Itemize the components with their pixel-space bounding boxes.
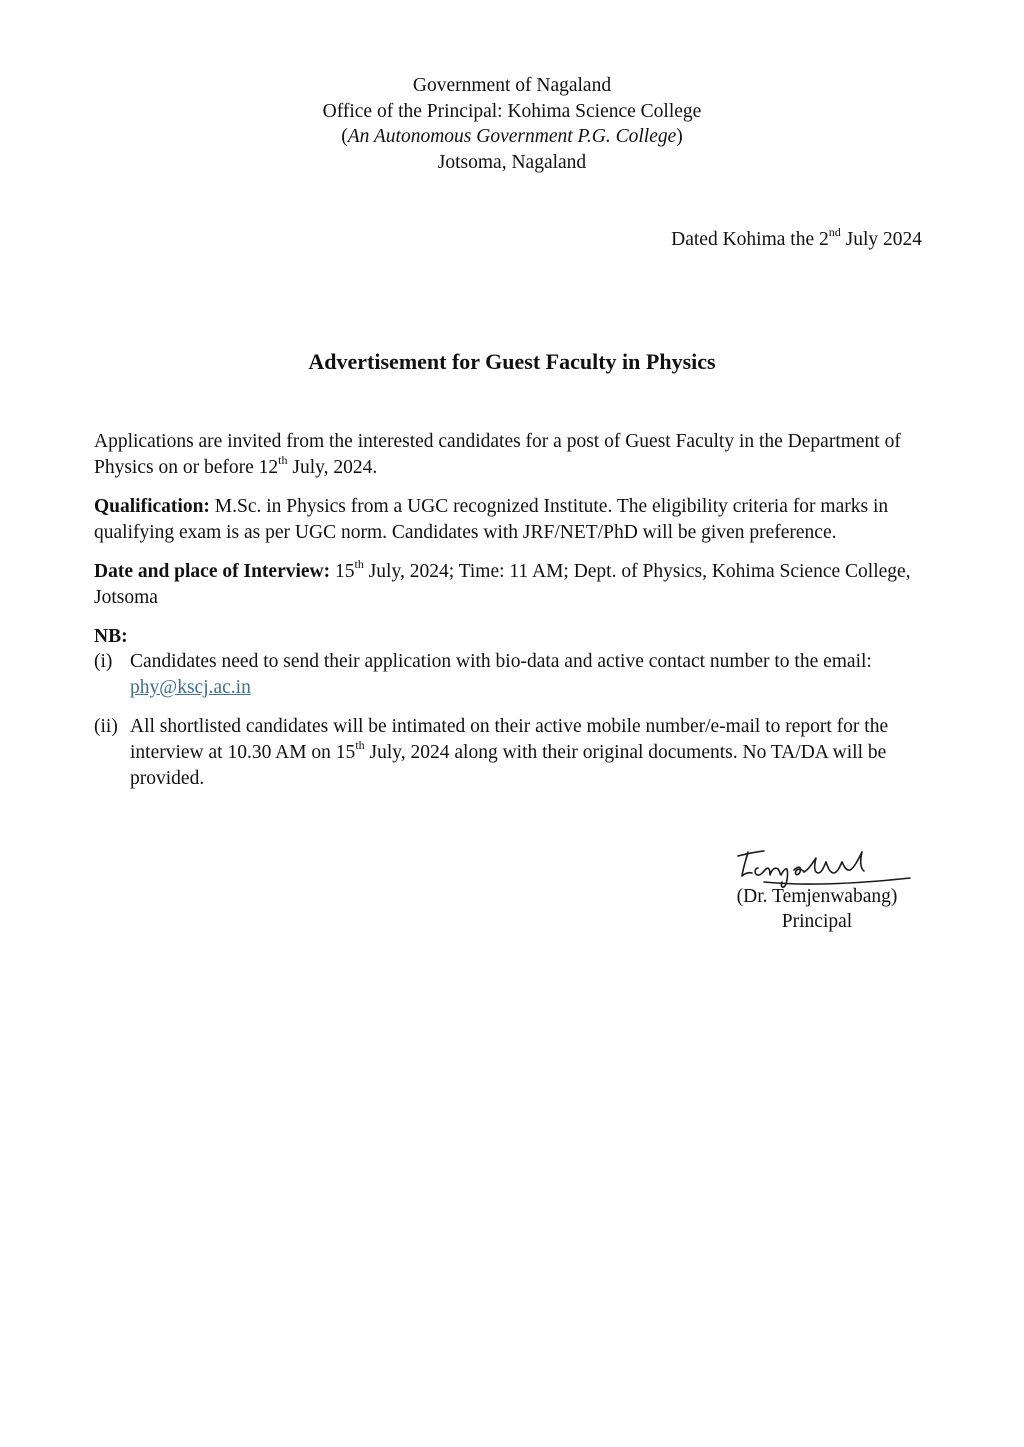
interview-paragraph: Date and place of Interview: 15th July, 2024; Time: 11 AM; Dept. of Physics, Kohima Science College, Jotsoma xyxy=(94,556,911,608)
interview-label: Date and place of Interview: xyxy=(94,561,331,582)
letterhead xyxy=(0,73,1024,175)
intro-paragraph: Applications are invited from the interested candidates for a post of Guest Faculty in the Department of Physics on or before 12th July, 2024. xyxy=(94,431,901,478)
office-name: Office of the Principal: Kohima Science College xyxy=(322,100,702,122)
government-name: Government of Nagaland xyxy=(412,75,612,96)
nb-item-number: (i) xyxy=(94,651,113,672)
college-location: Jotsoma, Nagaland xyxy=(437,151,587,173)
date-line: Dated Kohima the 2nd July 2024 xyxy=(671,224,922,250)
qualification-paragraph: Qualification: M.Sc. in Physics from a UGC recognized Institute. The eligibility criteria for marks in qualifying exam is as per UGC norm. Candidates with JRF/NET/PhD will be given preference. xyxy=(94,496,889,543)
advertisement-title: Advertisement for Guest Faculty in Physics xyxy=(308,349,716,374)
email-link[interactable]: phy@kscj.ac.in xyxy=(130,677,251,698)
college-status: (An Autonomous Government P.G. College) xyxy=(341,126,683,147)
qualification-label: Qualification: xyxy=(94,496,210,517)
nb-item-number: (ii) xyxy=(94,716,118,737)
signatory-name: (Dr. Temjenwabang) xyxy=(736,886,898,907)
nb-item: (i) Candidates need to send their application with bio-data and active contact number to the email: phy@kscj.ac.in xyxy=(94,651,872,698)
nb-label: NB: xyxy=(94,626,128,647)
nb-item: (ii) All shortlisted candidates will be intimated on their active mobile number/e-mail to report for the interview at 10.30 AM on 15th July, 2024 along with their original documents. No TA/DA will be provided. xyxy=(94,716,889,789)
signatory-designation: Principal xyxy=(781,911,853,932)
